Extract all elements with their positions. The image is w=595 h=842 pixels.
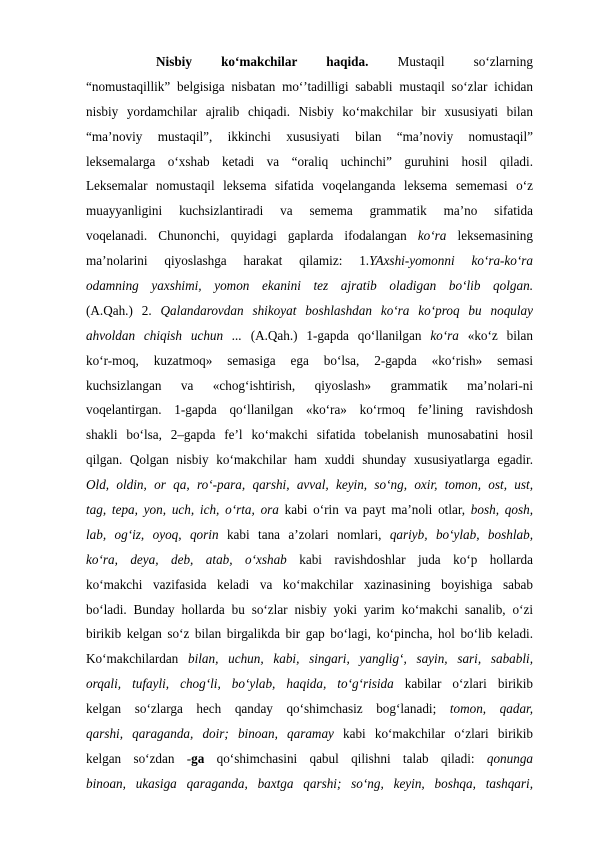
text-run: leksemasining <box>446 228 533 244</box>
text-line <box>86 598 533 623</box>
italic-text: Old, oldin, or qa, ro‘-para, qarshi, avval, keyin, so‘ng, oxir, tomon, ost, ust, <box>86 477 533 493</box>
italic-text: bilan, uchun, kabi, singari, yanglig‘, sayin, sari, sababli, <box>188 651 533 667</box>
text-line <box>86 523 533 548</box>
text-line <box>86 249 533 274</box>
text-line <box>86 150 533 175</box>
italic-text: ko‘ra <box>417 228 447 244</box>
text-line <box>86 622 533 647</box>
text-line <box>86 349 533 374</box>
text-line <box>86 174 533 199</box>
text-run: Leksemalar nomustaqil leksema sifatida voqelanganda leksema sememasi o‘z <box>86 178 533 194</box>
text-run: ko‘makchi vazifasida keladi va ko‘makchilar xazinasining boyishiga sabab <box>86 576 533 592</box>
text-run: kabilar o‘zlari birikib <box>393 676 533 692</box>
text-line <box>86 448 533 473</box>
text-line <box>86 498 533 523</box>
text-run: Ko‘makchilardan <box>86 651 188 667</box>
italic-text: orqali, tufayli, chog‘li, bo‘ylab, haqida, to‘g‘risida <box>86 676 394 692</box>
text-line <box>86 50 533 75</box>
text-run: (A.Qah.) 2. <box>86 302 161 318</box>
text-run: kelgan so‘zdan - <box>86 750 192 766</box>
text-line <box>86 125 533 150</box>
text-run: nisbiy yordamchilar ajralib chiqadi. Nisbiy ko‘makchilar bir xususiyati bilan <box>86 103 533 119</box>
text-run: voqelanadi. Chunonchi, quyidagi gaplarda ifodalangan <box>86 228 418 244</box>
text-run: leksemalarga o‘xshab ketadi va “oraliq uchinchi” guruhini hosil qiladi. <box>86 153 533 169</box>
text-line <box>86 374 533 399</box>
italic-text: qarshi, qaraganda, doir; binoan, qaramay <box>86 726 334 742</box>
text-run: kabi ravishdoshlar juda ko‘p hollarda <box>286 551 533 567</box>
text-run: qo‘shimchasini qabul qilishni talab qiladi: <box>204 750 487 766</box>
italic-text: YAxshi-yomonni ko‘ra-ko‘ra <box>369 253 533 269</box>
text-run: kabi ko‘makchilar o‘zlari birikib <box>333 726 533 742</box>
text-line <box>86 274 533 299</box>
text-run: ko‘r-moq, kuzatmoq» semasiga ega bo‘lsa, 2-gapda «ko‘rish» semasi <box>86 352 533 368</box>
italic-text: odamning yaxshimi, yomon ekanini tez ajratib oladigan bo‘lib qolgan. <box>86 278 533 294</box>
text-line <box>86 573 533 598</box>
text-line <box>86 722 533 747</box>
italic-text: tag, tepa, yon, uch, ich, o‘rta, ora <box>86 502 279 518</box>
text-line <box>86 100 533 125</box>
text-run: “nomustaqillik” belgisiga nisbatan mo‘’tadilligi sababli mustaqil so‘zlar ichidan <box>86 78 533 94</box>
paragraph-nisbiy-komakchilar <box>86 50 533 797</box>
text-line <box>86 299 533 324</box>
italic-text: bosh, qosh, <box>470 502 533 518</box>
text-line <box>86 423 533 448</box>
text-run: bo‘ladi. Bunday hollarda bu so‘zlar nisbiy yoki yarim ko‘makchi sanalib, o‘zi <box>86 601 533 617</box>
text-run: qilgan. Qolgan nisbiy ko‘makchilar ham xuddi shunday xususiyatlarga egadir. <box>86 452 533 468</box>
text-run: kabi o‘rin va payt ma’noli otlar, <box>278 502 471 518</box>
italic-text: ko‘ra <box>430 327 459 343</box>
text-line <box>86 473 533 498</box>
italic-text: ahvoldan chiqish uchun ... <box>86 327 242 343</box>
italic-text: qariyb, bo‘ylab, boshlab, <box>389 526 533 542</box>
text-run: kelgan so‘zlarga hech qanday qo‘shimchasiz bog‘lanadi; <box>86 701 450 717</box>
text-line <box>86 199 533 224</box>
text-line <box>86 75 533 100</box>
bold-text: ga <box>191 750 205 766</box>
text-run: “ma’noviy mustaqil”, ikkinchi xususiyati bilan “ma’noviy nomustaqil” <box>86 128 533 144</box>
text-run: shakli bo‘lsa, 2–gapda fe’l ko‘makchi sifatida tobelanish munosabatini hosil <box>86 427 533 443</box>
italic-text: ko‘ra, deya, deb, atab, o‘xshab <box>86 551 287 567</box>
text-run: kabi tana a’zolari nomlari, <box>218 526 390 542</box>
text-run: (A.Qah.) 1-gapda qo‘llanilgan <box>241 327 431 343</box>
text-run: birikib kelgan so‘z bilan birgalikda bir gap bo‘lagi, ko‘pincha, hol bo‘lib keladi. <box>86 626 533 642</box>
text-run: «ko‘z bilan <box>458 327 533 343</box>
text-run: ma’nolarini qiyoslashga harakat qilamiz: 1. <box>86 253 370 269</box>
text-line <box>86 697 533 722</box>
text-line <box>86 747 533 772</box>
text-line <box>86 224 533 249</box>
italic-text: lab, og‘iz, oyoq, qorin <box>86 526 219 542</box>
italic-text: qonunga <box>486 750 533 766</box>
text-run: voqelantirgan. 1-gapda qo‘llanilgan «ko‘ra» ko‘rmoq fe’lining ravishdosh <box>86 402 533 418</box>
text-run: muayyanligini kuchsizlantiradi va semema grammatik ma’no sifatida <box>86 203 533 219</box>
italic-text: Qalandarovdan shikoyat boshlashdan ko‘ra ko‘proq bu noqulay <box>160 302 533 318</box>
text-line <box>86 324 533 349</box>
text-line <box>86 398 533 423</box>
text-line <box>86 647 533 672</box>
italic-text: binoan, ukasiga qaraganda, baxtga qarshi; so‘ng, keyin, boshqa, tashqari, <box>86 775 533 791</box>
text-line <box>86 548 533 573</box>
text-run: Mustaqil so‘zlarning <box>368 54 533 69</box>
text-line <box>86 672 533 697</box>
text-run: kuchsizlangan va «chog‘ishtirish, qiyoslash» grammatik ma’nolari-ni <box>86 377 533 393</box>
text-line <box>86 772 533 797</box>
italic-text: tomon, qadar, <box>449 701 533 717</box>
bold-text: Nisbiy ko‘makchilar haqida. <box>156 54 369 69</box>
